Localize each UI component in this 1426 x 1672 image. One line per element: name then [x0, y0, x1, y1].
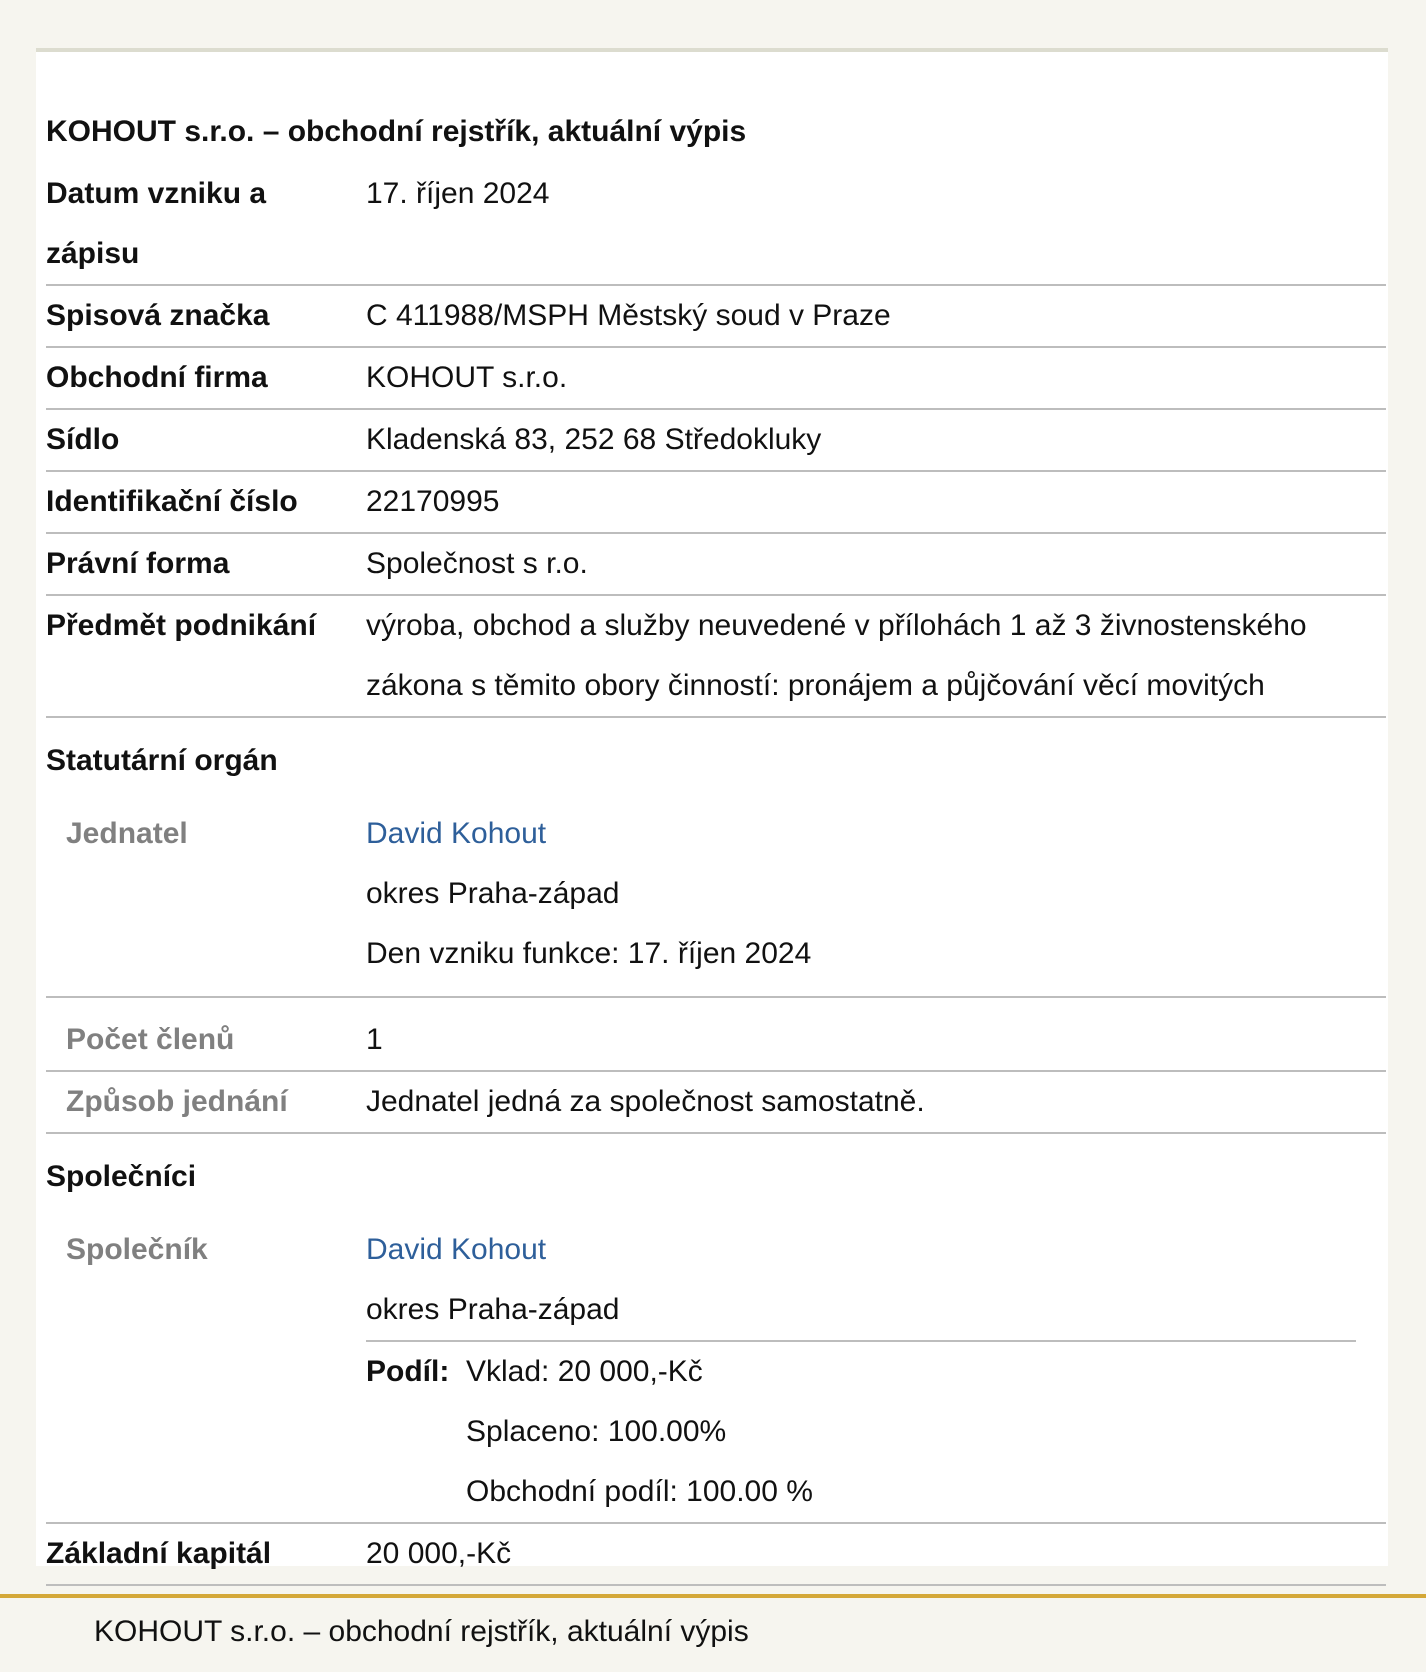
row-label: Identifikační číslo — [46, 485, 298, 518]
share-values — [466, 1342, 813, 1522]
share-label: Podíl: — [366, 1355, 450, 1388]
row-seat — [46, 410, 1386, 472]
row-label: Předmět podnikání — [46, 609, 317, 642]
row-label: Obchodní firma — [46, 361, 268, 394]
row-label: Právní forma — [46, 547, 230, 580]
row-registered-capital — [46, 1524, 1386, 1586]
statutory-body-heading: Statutární orgán — [46, 744, 278, 777]
row-business-name — [46, 348, 1386, 410]
share-business-share: Obchodní podíl: 100.00 % — [466, 1475, 813, 1508]
row-partner — [46, 1220, 1386, 1524]
managing-director-name-link[interactable]: David Kohout — [366, 817, 547, 850]
managing-director-since: Den vzniku funkce: 17. říjen 2024 — [366, 937, 812, 970]
row-value: KOHOUT s.r.o. — [366, 361, 568, 394]
partner-name-link[interactable]: David Kohout — [366, 1233, 547, 1266]
row-value: 17. říjen 2024 — [366, 177, 550, 210]
row-value: Společnost s r.o. — [366, 547, 588, 580]
row-managing-director — [46, 804, 1386, 998]
row-label: Datum vzniku a zápisu — [46, 177, 267, 270]
row-identification-number — [46, 472, 1386, 534]
row-label: Sídlo — [46, 423, 120, 456]
partner-district: okres Praha-západ — [366, 1293, 620, 1326]
row-manner-of-acting — [46, 1072, 1386, 1134]
row-member-count — [46, 998, 1386, 1072]
row-value: C 411988/MSPH Městský soud v Praze — [366, 299, 891, 332]
managing-director-district: okres Praha-západ — [366, 877, 620, 910]
row-label: Počet členů — [66, 1023, 235, 1056]
row-date-of-registration — [46, 164, 1386, 286]
partners-heading: Společníci — [46, 1160, 197, 1193]
share-deposit: Vklad: 20 000,-Kč — [466, 1355, 703, 1388]
row-label: Společník — [66, 1233, 208, 1266]
row-value: výroba, obchod a služby neuvedené v přílohách 1 až 3 živnostenského zákona s těmito obory činností: pronájem a půjčování věcí movitých — [366, 609, 1307, 702]
footer-title: KOHOUT s.r.o. – obchodní rejstřík, aktuální výpis — [94, 1615, 749, 1648]
row-value: Jednatel jedná za společnost samostatně. — [366, 1085, 925, 1118]
row-value: 1 — [366, 1023, 383, 1056]
page-title: KOHOUT s.r.o. – obchodní rejstřík, aktuální výpis — [46, 115, 747, 148]
row-legal-form — [46, 534, 1386, 596]
row-business-activity — [46, 596, 1386, 718]
managing-director-details — [366, 804, 1386, 996]
row-label: Spisová značka — [46, 299, 270, 332]
row-value: Kladenská 83, 252 68 Středokluky — [366, 423, 822, 456]
page-footer — [0, 1594, 1426, 1672]
share-paid: Splaceno: 100.00% — [466, 1415, 727, 1448]
row-label: Jednatel — [66, 817, 188, 850]
row-label: Způsob jednání — [66, 1085, 288, 1118]
row-value: 22170995 — [366, 485, 500, 518]
row-value: 20 000,-Kč — [366, 1537, 512, 1570]
register-extract-content — [46, 100, 1386, 1586]
partner-details — [366, 1220, 1386, 1522]
row-label: Základní kapitál — [46, 1537, 272, 1570]
register-extract-card — [36, 48, 1388, 1570]
row-file-number — [46, 286, 1386, 348]
partner-share — [366, 1340, 1356, 1522]
